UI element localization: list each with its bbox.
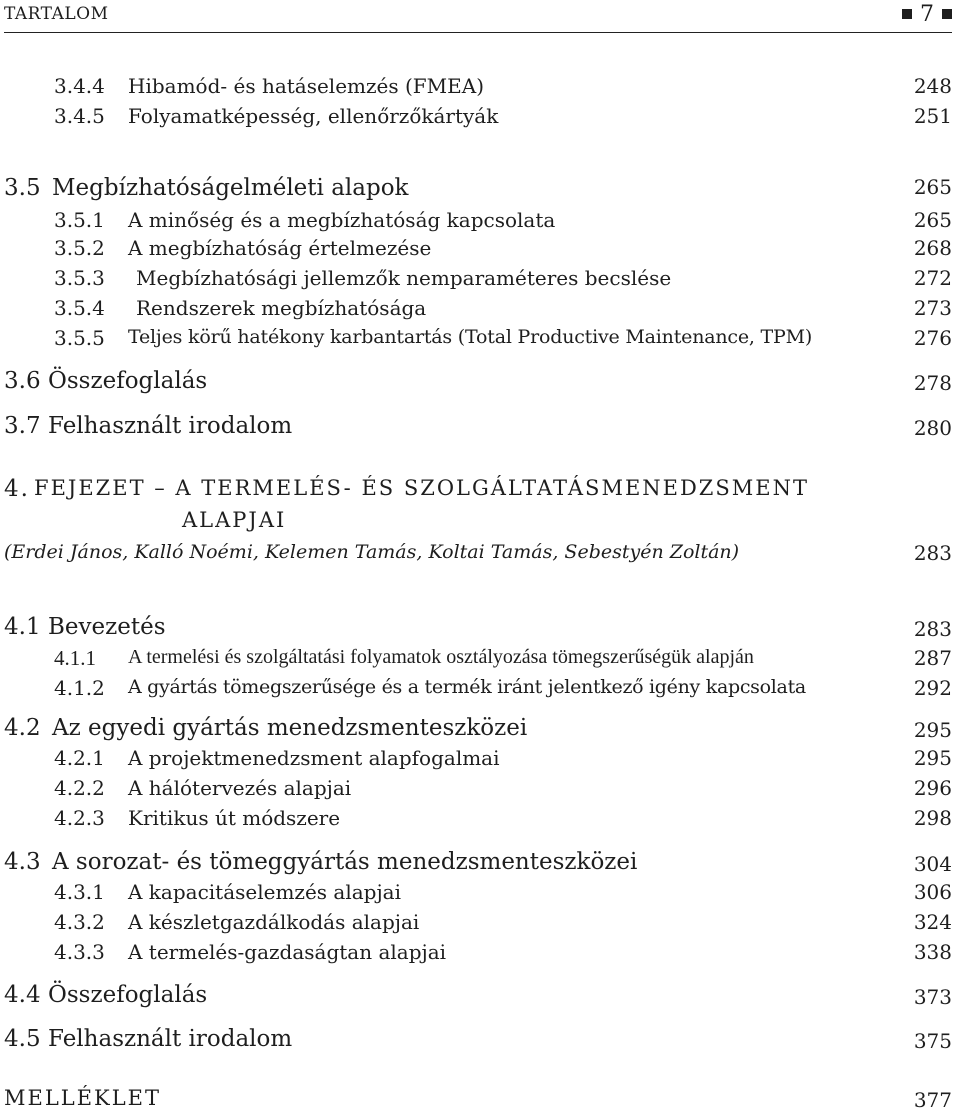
entry-number: 3.5.1 — [54, 208, 105, 232]
entry-number: 4.2.1 — [54, 746, 105, 770]
entry-page: 278 — [913, 371, 952, 395]
entry-number: 4.4 — [4, 982, 41, 1008]
appendix-title: MELLÉKLET — [4, 1086, 162, 1110]
chapter-title-line2: ALAPJAI — [182, 508, 287, 532]
entry-title: Összefoglalás — [48, 982, 208, 1008]
entry-title: Összefoglalás — [48, 368, 208, 394]
entry-page: 324 — [913, 910, 952, 934]
entry-title: Az egyedi gyártás menedzsmenteszközei — [52, 715, 528, 741]
entry-title: A készletgazdálkodás alapjai — [128, 910, 420, 934]
entry-number: 4.1.2 — [54, 676, 105, 700]
entry-page: 283 — [913, 541, 952, 565]
entry-page: 377 — [913, 1088, 952, 1112]
entry-number: 3.5.5 — [54, 326, 105, 350]
entry-page: 248 — [913, 74, 952, 98]
entry-title: Hibamód- és hatáselemzés (FMEA) — [128, 74, 485, 98]
entry-title: Folyamatképesség, ellenőrzőkártyák — [128, 104, 499, 128]
entry-page: 287 — [913, 646, 952, 670]
entry-page: 295 — [913, 746, 952, 770]
entry-title: A sorozat- és tömeggyártás menedzsmenteszközei — [52, 849, 638, 875]
entry-page: 280 — [913, 416, 952, 440]
entry-page: 251 — [913, 104, 952, 128]
chapter-title: FEJEZET – A TERMELÉS- ÉS SZOLGÁLTATÁSMENEDZSMENT — [34, 476, 810, 500]
entry-title: A megbízhatóság értelmezése — [128, 236, 432, 260]
entry-page: 273 — [913, 296, 952, 320]
entry-title: Felhasznált irodalom — [48, 1026, 293, 1052]
entry-page: 272 — [913, 266, 952, 290]
entry-number: 4.3.2 — [54, 910, 105, 934]
entry-title: A termelési és szolgáltatási folyamatok osztályozása tömegszerűségük alapján — [128, 646, 754, 668]
entry-title: Megbízhatóságelméleti alapok — [52, 175, 409, 201]
entry-title: Bevezetés — [48, 614, 166, 640]
entry-number: 3.5.4 — [54, 296, 105, 320]
entry-number: 4.5 — [4, 1026, 41, 1052]
entry-number: 4.3.1 — [54, 880, 105, 904]
entry-title: Rendszerek megbízhatósága — [136, 296, 427, 320]
entry-title: A kapacitáselemzés alapjai — [128, 880, 401, 904]
entry-page: 338 — [913, 940, 952, 964]
entry-number: 3.5 — [4, 175, 41, 201]
entry-page: 298 — [913, 806, 952, 830]
entry-page: 268 — [913, 236, 952, 260]
entry-page: 283 — [913, 617, 952, 641]
entry-page: 292 — [913, 676, 952, 700]
entry-title: Kritikus út módszere — [128, 806, 341, 830]
entry-page: 296 — [913, 776, 952, 800]
entry-title: A minőség és a megbízhatóság kapcsolata — [128, 208, 556, 232]
chapter-number: 4. — [4, 476, 30, 502]
entry-page: 265 — [913, 175, 952, 199]
entry-title: A termelés-gazdaságtan alapjai — [128, 940, 447, 964]
entry-title: A hálótervezés alapjai — [128, 776, 352, 800]
entry-number: 4.2.3 — [54, 806, 105, 830]
entry-page: 295 — [913, 718, 952, 742]
entry-number: 4.3.3 — [54, 940, 105, 964]
entry-number: 4.3 — [4, 849, 41, 875]
page-number: 7 — [920, 1, 934, 27]
entry-title: A gyártás tömegszerűsége és a termék iránt jelentkező igény kapcsolata — [128, 676, 806, 698]
entry-title: Felhasznált irodalom — [48, 413, 293, 439]
entry-page: 304 — [913, 852, 952, 876]
entry-page: 306 — [913, 880, 952, 904]
entry-title: Megbízhatósági jellemzők nemparaméteres becslése — [136, 266, 672, 290]
entry-number: 4.2 — [4, 715, 41, 741]
entry-title: A projektmenedzsment alapfogalmai — [128, 746, 500, 770]
header-title: TARTALOM — [4, 4, 109, 24]
entry-number: 4.2.2 — [54, 776, 105, 800]
entry-number: 3.5.2 — [54, 236, 105, 260]
entry-number: 3.4.5 — [54, 104, 105, 128]
entry-number: 4.1.1 — [54, 646, 96, 670]
entry-number: 3.6 — [4, 368, 41, 394]
entry-page: 375 — [913, 1029, 952, 1053]
authors-text: (Erdei János, Kalló Noémi, Kelemen Tamás, Koltai Tamás, Sebestyén Zoltán) — [4, 541, 740, 563]
entry-page: 373 — [913, 985, 952, 1009]
entry-number: 4.1 — [4, 614, 41, 640]
entry-page: 265 — [913, 208, 952, 232]
entry-number: 3.7 — [4, 413, 41, 439]
entry-title: Teljes körű hatékony karbantartás (Total Productive Maintenance, TPM) — [128, 326, 813, 348]
entry-number: 3.5.3 — [54, 266, 105, 290]
entry-page: 276 — [913, 326, 952, 350]
entry-number: 3.4.4 — [54, 74, 105, 98]
